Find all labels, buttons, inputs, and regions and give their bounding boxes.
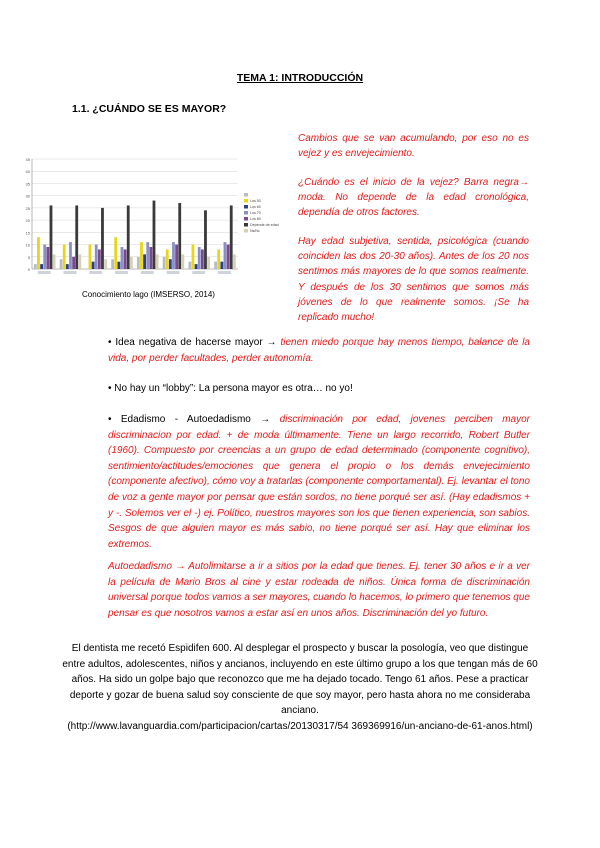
bar (140, 242, 143, 269)
x-category-label (192, 271, 205, 274)
x-category-label (167, 271, 180, 274)
bar (92, 262, 95, 269)
bar (181, 254, 184, 269)
bar (95, 245, 98, 269)
bar (37, 237, 40, 269)
y-tick-label: 5 (27, 254, 30, 260)
x-category-label (141, 271, 154, 274)
bar (192, 245, 195, 269)
bullet-lead: • Edadismo - Autoedadismo → (108, 414, 271, 425)
bullet-lead: • Idea negativa de hacerse mayor → (108, 337, 277, 348)
bar (130, 257, 133, 269)
legend-swatch (244, 217, 248, 221)
bar (156, 254, 159, 269)
legend-swatch (244, 199, 248, 203)
bar (75, 205, 78, 269)
y-tick-label: 40 (25, 169, 30, 175)
side-note-1: Cambios que se van acumulando, por eso no es vejez y es envejecimiento. (298, 133, 529, 160)
y-tick-label: 35 (25, 181, 30, 187)
bar (104, 259, 107, 269)
bullet-negative-idea (108, 335, 530, 366)
legend-label: Los 70 (250, 211, 261, 215)
bar (124, 249, 127, 269)
bar (143, 254, 146, 269)
legend-swatch (244, 211, 248, 215)
bar (69, 242, 72, 269)
bar (214, 262, 217, 269)
bar (204, 210, 207, 269)
bar (121, 247, 124, 269)
y-tick-label: 15 (25, 230, 30, 236)
bar (127, 205, 130, 269)
y-tick-label: 10 (25, 242, 30, 248)
legend-swatch (244, 205, 248, 209)
y-tick-label: 0 (27, 267, 30, 272)
bar (72, 257, 75, 269)
side-note-3: Hay edad subjetiva, sentida, psicológica (cuando coinciden las dos 20-30 años). Antes de los 20 nos sentimos más mayores de lo que somos realmente. Y después de los 30 sentimos que somos más jóvenes de lo que realmente somos. ¡Se ha replicado mucho! (298, 236, 529, 324)
bar (175, 245, 178, 269)
x-category-label (89, 271, 102, 274)
bar (117, 262, 120, 269)
quote-source-link[interactable]: (http://www.lavanguardia.com/participacion/cartas/20130317/54 369369916/un-anciano-de-61-anos.html) (67, 720, 533, 732)
bar (46, 247, 49, 269)
bar-chart (20, 155, 290, 285)
bar (153, 201, 156, 269)
side-note-2: ¿Cuándo es el inicio de la vejez? Barra negra→ moda. No depende de la edad cronológica, dependía de otros factores. (298, 177, 529, 219)
bullet-explanation: tienen miedo porque hay menos tiempo, balance de la vida, por perder facultades, perder autonomía. (108, 337, 530, 364)
bar (50, 205, 53, 269)
x-category-label (64, 271, 77, 274)
bar (78, 254, 81, 269)
newspaper-quote (60, 641, 540, 735)
bar (198, 247, 201, 269)
bar (43, 245, 46, 269)
bar (201, 249, 204, 269)
legend-label: Ns/Nc (250, 229, 260, 233)
legend-label: Los 50 (250, 199, 261, 203)
bar (163, 257, 166, 269)
bar (63, 245, 66, 269)
bar (34, 264, 37, 269)
bar (227, 245, 230, 269)
bullet-explanation: discriminación por edad, jovenes perciben mayor discriminacion por edad. + de moda últimamente. Tiene un largo recorrido, Robert Butler (1960). Compuesto por creencias a un grupo de edad determinado (componente cognitivo), sentimiento/actitudes/emociones que genera el propio o los demás envejecimiento (componente afectivo), cómo voy a tratarlas (componente comportamental). Ej. levantar el tono de voz a gente mayor por pensar que están sordos, no tiene porqué ser así. (Hay edadismos + y -. Solemos ver el -) ej. Político, nuestros mayores son los que tienen experiencia, son sabios. Sesgos de que alguien mayor es más sabio, no tiene porqué ser así. Hay que eliminar los extremos. (108, 414, 530, 550)
bullet-edadismo (108, 412, 530, 552)
bar (111, 259, 114, 269)
legend-label: Depende de edad (250, 223, 279, 227)
page-title: TEMA 1: INTRODUCCIÓN (236, 72, 364, 84)
bar (169, 259, 172, 269)
bar (178, 203, 181, 269)
figure-caption: Conocimiento lago (IMSERSO, 2014) (82, 290, 215, 299)
y-tick-label: 25 (25, 205, 30, 211)
bullet-lobby: • No hay un “lobby”: La persona mayor es otra… no yo! (108, 383, 353, 394)
bar (224, 242, 227, 269)
bar (230, 205, 233, 269)
legend-swatch (244, 193, 248, 197)
legend-swatch (244, 229, 248, 233)
legend-label: Los 80 (250, 217, 261, 221)
quote-text: El dentista me recetó Espidifen 600. Al desplegar el prospecto y buscar la posología, veo que distingue entre adultos, adolescentes, niños y ancianos, incluyendo en este último grupo a los que tengan más de 60 años. Ha sido un golpe bajo que reconozco que me ha dejado tocado. Tengo 61 años. Pese a practicar deporte y gozar de buena salud soy consciente de que soy mayor, pero hasta ahora no me consideraba anciano. (62, 643, 538, 717)
bar (233, 254, 236, 269)
legend-label: Los 60 (250, 205, 261, 209)
bar (137, 257, 140, 269)
bar (53, 254, 56, 269)
bar (207, 257, 210, 269)
legend-swatch (244, 223, 248, 227)
bar (217, 249, 220, 269)
y-tick-label: 45 (25, 157, 30, 162)
bar (114, 237, 117, 269)
bar (40, 264, 43, 269)
bar (101, 208, 104, 269)
x-category-label (38, 271, 51, 274)
bar (98, 249, 101, 269)
autoedadismo-paragraph: Autoedadismo → Autolimitarse a ir a sitios por la edad que tienes. Ej. tener 30 años e ir a ver la película de Mario Bros al cine y estar rodeada de niños. Única forma de discriminación universal porque todos vamos a ser mayores, cuando lo hacemos, lo primero que tenemos que pensar es que nosotros vamos a estar así en unos años. Discriminación del yo futuro. (108, 561, 530, 619)
bar (188, 262, 191, 269)
y-tick-label: 30 (25, 193, 30, 199)
bar (89, 245, 92, 269)
x-category-label (218, 271, 231, 274)
bar (149, 247, 152, 269)
x-category-label (115, 271, 128, 274)
section-heading: 1.1. ¿CUÁNDO SE ES MAYOR? (72, 103, 227, 115)
bar (66, 264, 69, 269)
bar (220, 262, 223, 269)
bar (195, 264, 198, 269)
y-tick-label: 20 (25, 218, 30, 224)
bar (172, 242, 175, 269)
bar (146, 242, 149, 269)
bar (166, 249, 169, 269)
bar (60, 259, 63, 269)
